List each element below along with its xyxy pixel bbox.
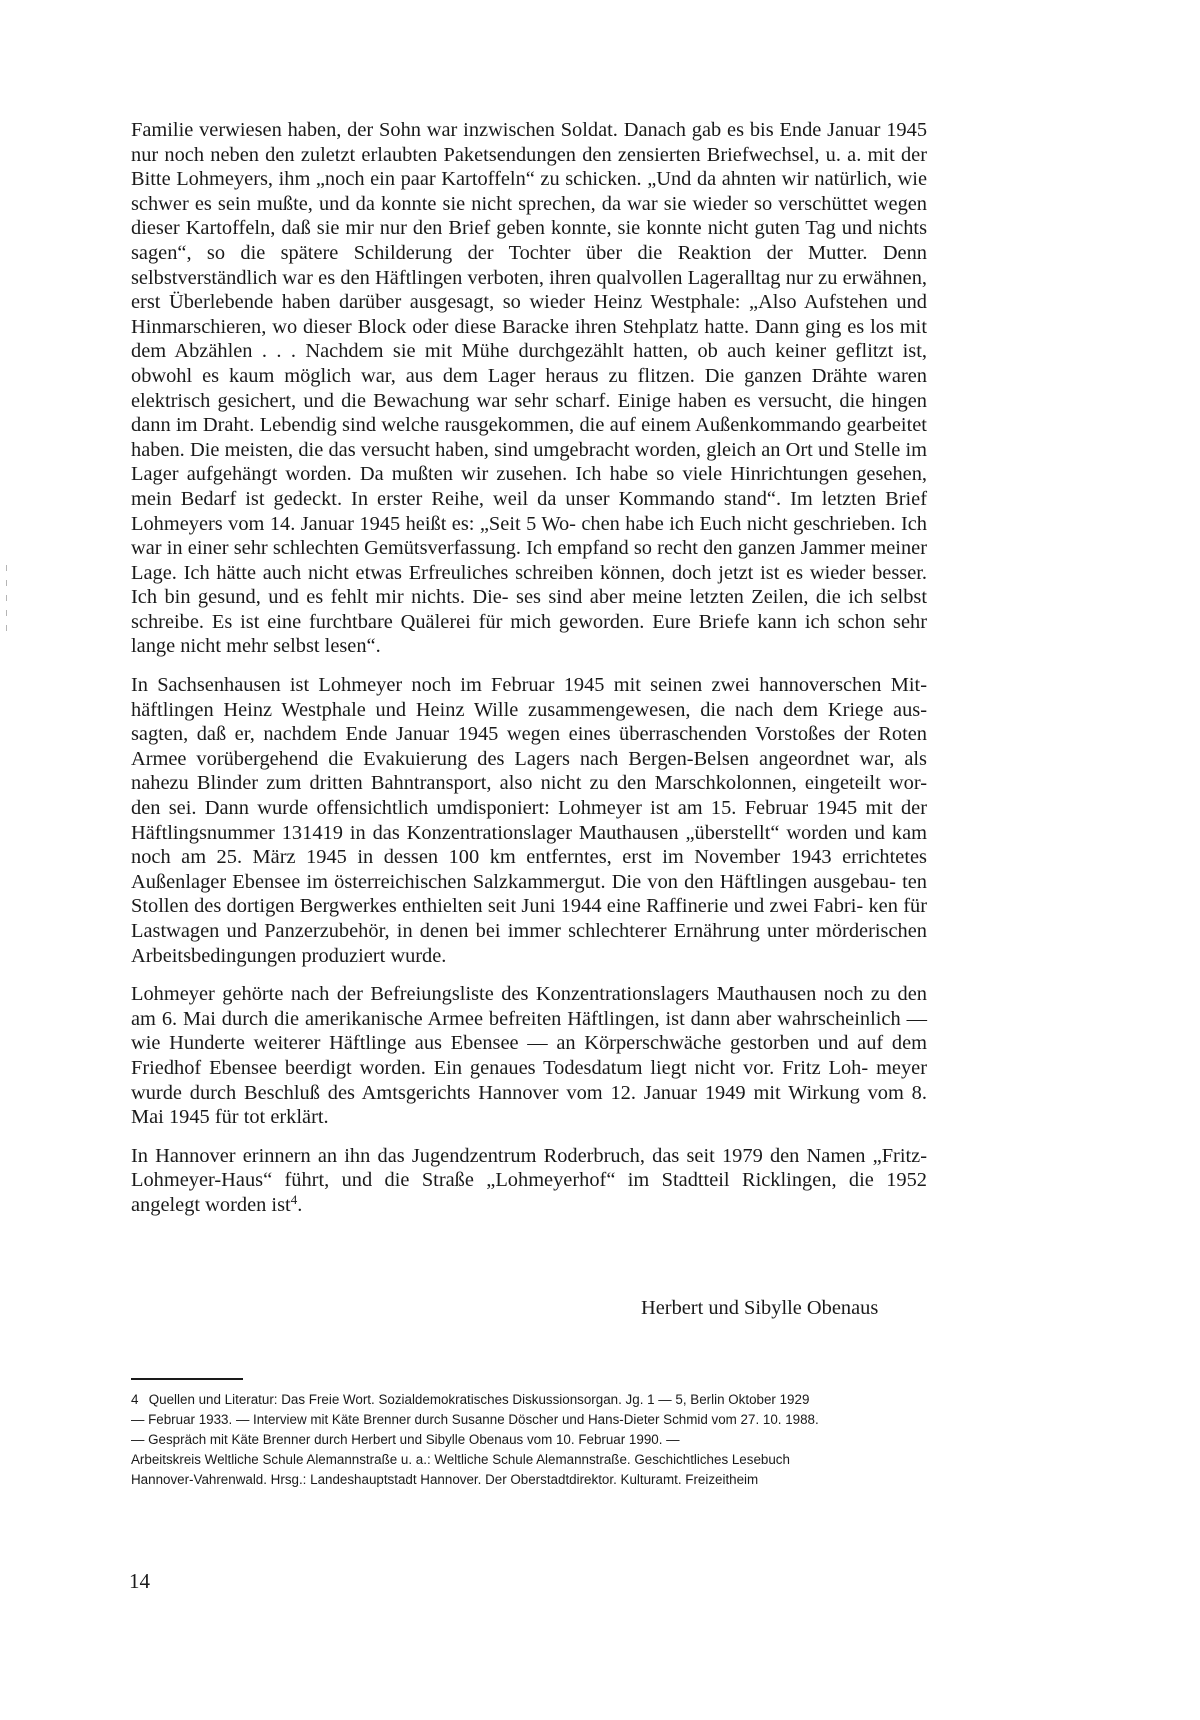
paragraph-3: Lohmeyer gehörte nach der Befreiungsliste des Konzentrationslagers Mauthausen noch zu den am 6. Mai durch die amerikanische Armee befreiten Häftlingen, ist dann aber wahrscheinlich — wie Hunderte weiterer Häftlinge aus Ebensee — an Körperschwäche gestorben und auf dem Friedhof Ebensee beerdigt worden. Ein genaues Todesdatum liegt nicht vor. Fritz Loh- meyer wurde durch Beschluß des Amtsgerichts Hannover vom 12. Januar 1949 mit Wirkung vom 8. Mai 1945 für tot erklärt. — [131, 983, 928, 1129]
paragraph-2: In Sachsenhausen ist Lohmeyer noch im Februar 1945 mit seinen zwei hannoverschen Mit- häftlingen Heinz Westphale und Heinz Wille zusammengewesen, die nach dem Kriege aus- sagten, daß er, nachdem Ende Januar 1945 wegen eines überraschenden Vorstoßes der Roten Armee vorübergehend die Evakuierung des Lagers nach Bergen-Belsen angeordnet war, als nahezu Blinder zum dritten Bahntransport, also nicht zu den Marschkolonnen, eingeteilt wor- den sei. Dann wurde offensichtlich umdisponiert: Lohmeyer ist am 15. Februar 1945 mit der Häftlingsnummer 131419 in das Konzentrationslager Mauthausen „überstellt“ worden und kam noch am 25. März 1945 in dessen 100 km entferntes, erst im November 1943 errichtetes Außenlager Ebensee im österreichischen Salzkammergut. Die von den Häftlingen ausgebau- ten Stollen des dortigen Bergwerkes enthielten seit Juni 1944 eine Raffinerie und zwei Fabri- ken für Lastwagen und Panzerzubehör, in denen bei immer schlechterer Ernährung unter mörderischen Arbeitsbedingungen produziert wurde. — [131, 674, 927, 967]
author-signature: Herbert und Sibylle Obenaus — [641, 1297, 879, 1319]
margin-scan-marks — [6, 565, 8, 635]
paragraph-4: In Hannover erinnern an ihn das Jugendzentrum Roderbruch, das seit 1979 den Namen „Fritz-Lohmeyer-Haus“ führt, und die Straße „Lohmeyerhof“ im Stadtteil Ricklingen, die 1952 angelegt worden ist$^4$. — [131, 1144, 927, 1216]
footnote-line: Arbeitskreis Weltliche Schule Alemannstraße u. a.: Weltliche Schule Alemannstraße. Geschichtliches Lesebuch — [131, 1452, 790, 1467]
footnote-divider — [131, 1378, 243, 1380]
body-text — [131, 118, 927, 1232]
paragraph-1: Familie verwiesen haben, der Sohn war inzwischen Soldat. Danach gab es bis Ende Januar 1945 nur noch neben den zuletzt erlaubten Paketsendungen den zensierten Briefwechsel, u. a. mit der Bitte Lohmeyers, ihm „noch ein paar Kartoffeln“ zu schicken. „Und da ahnten wir natürlich, wie schwer es sein mußte, und da konnte sie nicht sprechen, da war sie wieder so verschüttet wegen dieser Kartoffeln, daß sie mir nur den Brief geben konnte, sie konnte nicht guten Tag und nichts sagen“, so die spätere Schilderung der Tochter über die Reaktion der Mutter. Denn selbstverständlich war es den Häftlingen verboten, ihren qualvollen Lageralltag nur zu erwähnen, erst Überlebende haben darüber ausgesagt, so wieder Heinz Westphale: „Also Aufstehen und Hinmarschieren, wo dieser Block oder diese Baracke ihren Stehplatz hatte. Dann ging es los mit dem Abzählen . . . Nachdem sie mit Mühe durchgezählt hatten, ob auch keiner geflitzt ist, obwohl es kaum möglich war, aus dem Lager heraus zu flitzen. Die ganzen Drähte waren elektrisch gesichert, und die Bewachung war sehr scharf. Einige haben es versucht, die hingen dann im Draht. Lebendig sind welche rausgekommen, die auf einem Außenkommando gearbeitet haben. Die meisten, die das versucht haben, sind umgebracht worden, gleich an Ort und Stelle im Lager aufgehängt worden. Da mußten wir zusehen. Ich habe so viele Hinrichtungen gesehen, mein Bedarf ist gedeckt. In erster Reihe, weil da unser Kommando stand“. Im letzten Brief Lohmeyers vom 14. Januar 1945 heißt es: „Seit 5 Wo- chen habe ich Euch nicht geschrieben. Ich war in einer sehr schlechten Gemütsverfassung. Ich empfand so recht den ganzen Jammer meiner Lage. Ich hätte auch nicht etwas Erfreuliches schreiben können, doch jetzt ist es wieder besser. Ich bin gesund, und es fehlt mir nichts. Die- ses sind aber meine letzten Zeilen, die ich selbst schreibe. Es ist eine furchtbare Quälerei für mich geworden. Eure Briefe kann ich schon sehr lange nicht mehr selbst lesen“. — [131, 119, 928, 658]
footnote-reference[interactable]: 4 — [290, 1191, 298, 1207]
footnote-line: Hannover-Vahrenwald. Hrsg.: Landeshauptstadt Hannover. Der Oberstadtdirektor. Kulturamt. Freizeitheim — [131, 1472, 759, 1487]
footnote-number: 4 — [131, 1392, 139, 1407]
footnote-line: 4 Quellen und Literatur: Das Freie Wort. Sozialdemokratisches Diskussionsorgan. Jg. 1 — 5, Berlin Oktober 1929 — [131, 1390, 927, 1410]
footnote-line: — Februar 1933. — Interview mit Käte Brenner durch Susanne Döscher und Hans-Dieter Schmid vom 27. 10. 1988. — [131, 1412, 819, 1427]
page-number: 14 — [129, 1569, 150, 1593]
footnote — [131, 1390, 927, 1490]
footnote-line: — Gespräch mit Käte Brenner durch Herbert und Sibylle Obenaus vom 10. Februar 1990. — — [131, 1432, 680, 1447]
